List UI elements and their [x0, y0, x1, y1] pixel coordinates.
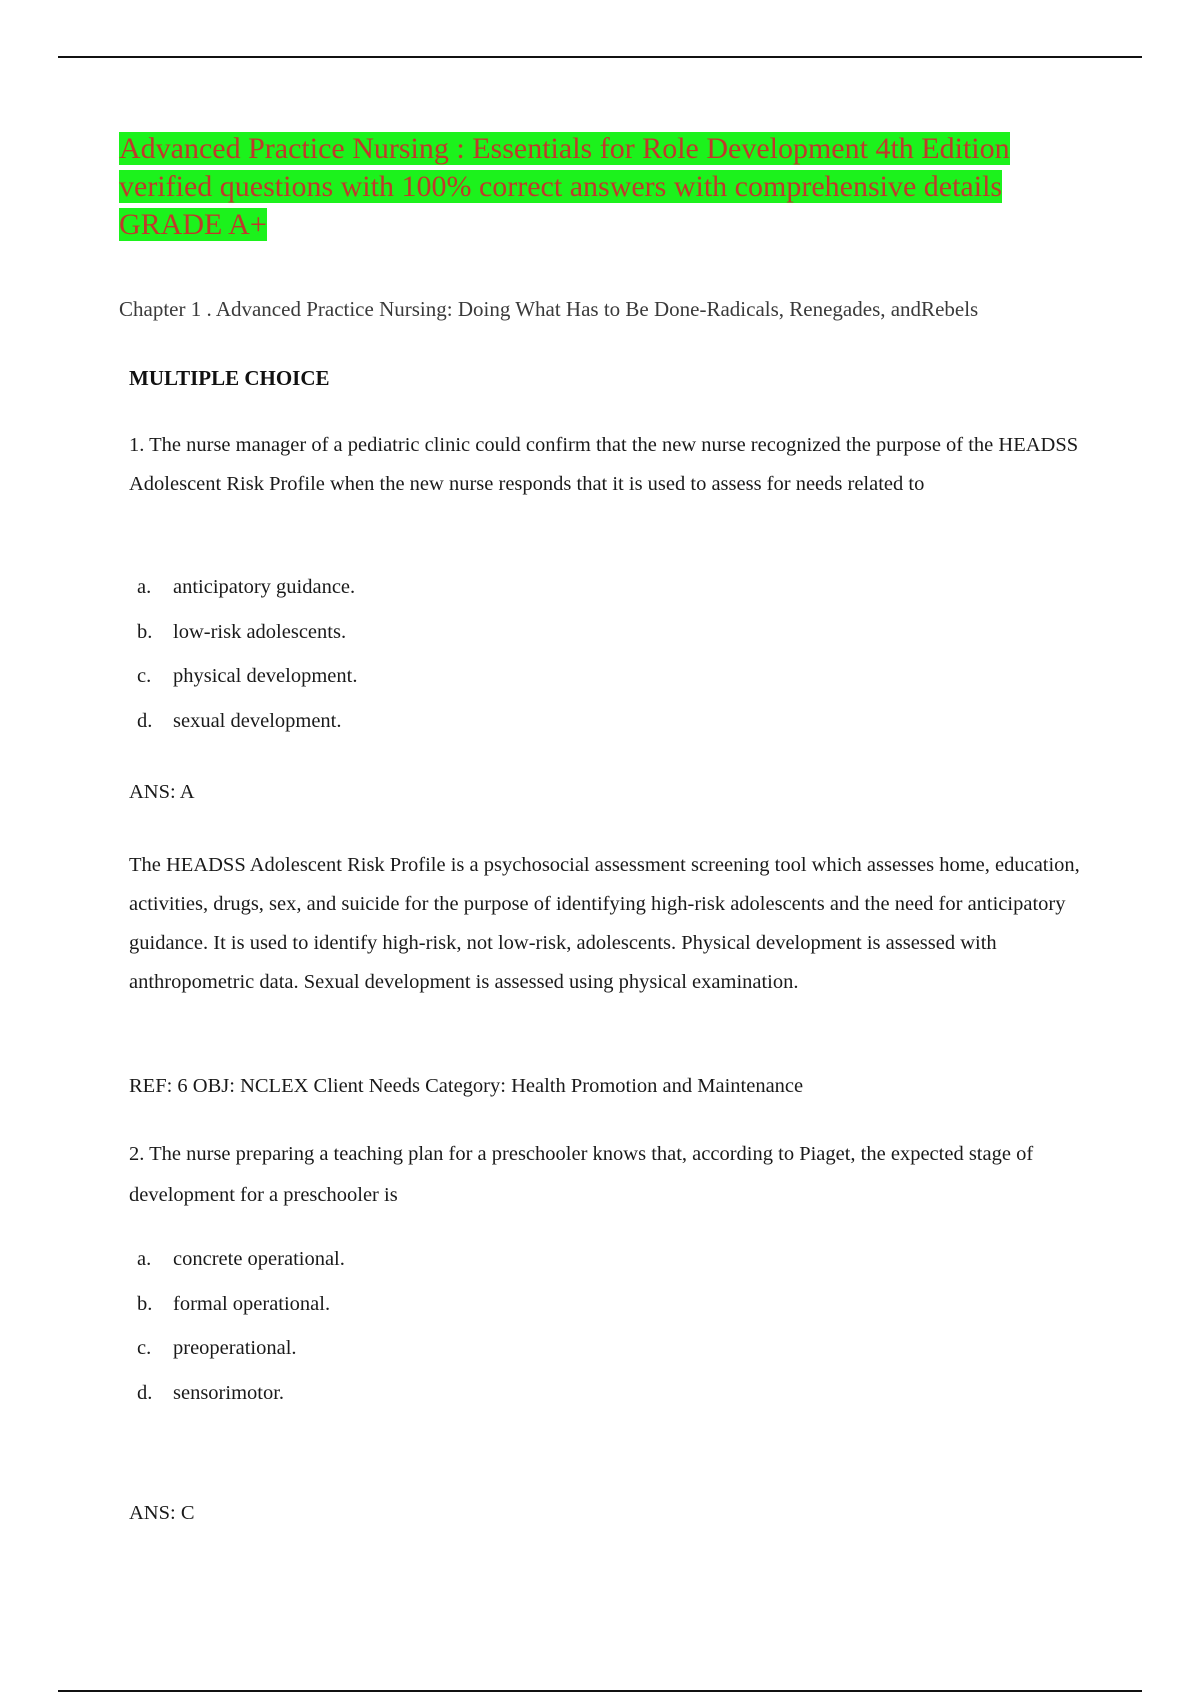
option-letter: a.: [137, 1248, 152, 1270]
option-letter: d.: [137, 709, 153, 732]
option-text: concrete operational.: [173, 1248, 345, 1270]
option-letter: b.: [137, 620, 153, 643]
question-1-rationale: The HEADSS Adolescent Risk Profile is a psychosocial assessment screening tool which assesses home, education, activities, drugs, sex, and suicide for the purpose of identifying high-risk adolescents and the need for anticipatory guidance. It is used to identify high-risk, not low-risk, adolescents. Physical development is assessed with anthropometric data. Sexual development is assessed using physical examination.: [129, 854, 1080, 993]
question-1-option-b: [137, 610, 357, 655]
question-2-answer: ANS: C: [129, 1502, 195, 1524]
question-2-option-b: [137, 1282, 345, 1327]
option-text: physical development.: [173, 665, 358, 687]
option-letter: c.: [137, 1337, 152, 1359]
question-2-option-d: [137, 1371, 345, 1416]
option-letter: b.: [137, 1292, 153, 1315]
question-2-options: [137, 1237, 345, 1415]
option-letter: a.: [137, 576, 152, 598]
option-letter: d.: [137, 1381, 153, 1404]
question-1-option-d: [137, 699, 357, 744]
section-heading: MULTIPLE CHOICE: [129, 366, 330, 390]
document-title-text: Advanced Practice Nursing : Essentials for Role Development 4th Edition verified questions with 100% correct answers with comprehensive details GRADE A+: [119, 132, 1010, 241]
question-1-option-c: [137, 654, 357, 699]
document-title: [119, 130, 1109, 244]
option-text: low-risk adolescents.: [173, 620, 347, 643]
page-bottom-rule: [58, 1690, 1142, 1692]
option-text: preoperational.: [173, 1337, 297, 1359]
chapter-heading: Chapter 1 . Advanced Practice Nursing: Doing What Has to Be Done-Radicals, Renegades, andRebels: [119, 297, 979, 321]
question-2-option-c: [137, 1326, 345, 1371]
question-2-stem: 2. The nurse preparing a teaching plan for a preschooler knows that, according to Piaget, the expected stage of development for a preschooler is: [129, 1143, 1034, 1206]
question-1-answer: ANS: A: [129, 781, 195, 803]
option-text: formal operational.: [173, 1292, 331, 1315]
option-text: anticipatory guidance.: [173, 576, 356, 598]
question-1-option-a: [137, 565, 357, 610]
question-1-reference: REF: 6 OBJ: NCLEX Client Needs Category: Health Promotion and Maintenance: [129, 1075, 804, 1097]
option-text: sexual development.: [173, 709, 342, 732]
question-1-options: [137, 565, 357, 743]
option-text: sensorimotor.: [173, 1381, 285, 1404]
question-1-stem: 1. The nurse manager of a pediatric clinic could confirm that the new nurse recognized the purpose of the HEADSS Adolescent Risk Profile when the new nurse responds that it is used to assess for needs related to: [129, 434, 1079, 495]
option-letter: c.: [137, 665, 152, 687]
page-top-rule: [58, 56, 1142, 58]
question-2-option-a: [137, 1237, 345, 1282]
